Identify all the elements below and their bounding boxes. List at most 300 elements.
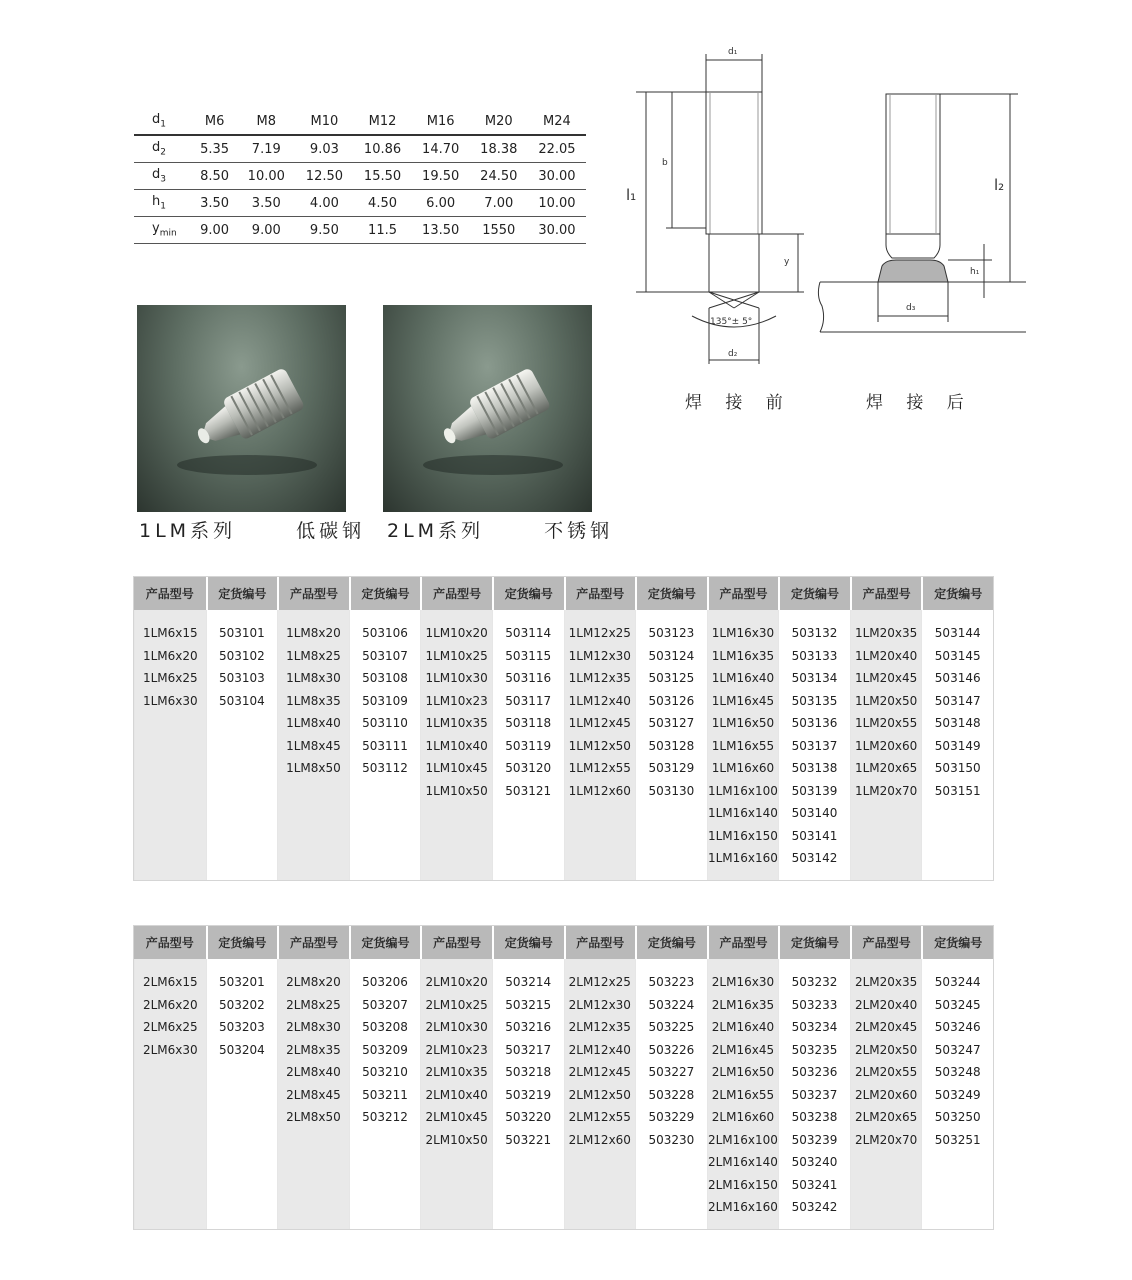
model-cell: 1LM20x45 [854, 671, 918, 685]
model-column [707, 610, 779, 880]
code-column [492, 959, 564, 1229]
spec-cell: M6 [192, 108, 237, 135]
spec-cell: 8.50 [192, 163, 237, 190]
header-model: 产品型号 [277, 926, 349, 959]
caption-1lm-material: 低碳钢 [296, 520, 366, 542]
header-model: 产品型号 [420, 577, 492, 610]
code-cell: 503151 [934, 783, 981, 798]
model-cell: 2LM8x30 [286, 1020, 341, 1034]
model-cell: 2LM10x20 [425, 975, 488, 989]
caption-2lm-material: 不锈钢 [544, 520, 614, 542]
model-cell: 1LM10x40 [425, 738, 488, 753]
header-model: 产品型号 [145, 587, 194, 601]
model-cell: 1LM20x70 [854, 783, 918, 798]
code-cell: 503112 [362, 761, 408, 775]
code-cell: 503132 [791, 626, 838, 640]
code-cell: 503123 [648, 626, 695, 640]
model-cell: 1LM12x45 [568, 716, 631, 730]
caption-1lm-series: 1LM系列 [139, 520, 237, 542]
spec-cell: M20 [470, 108, 528, 135]
header-order-code: 定货编号 [206, 577, 278, 610]
code-cell: 503130 [648, 783, 695, 798]
model-cell: 1LM6x30 [142, 693, 198, 708]
model-cell: 1LM10x25 [425, 648, 488, 663]
code-cell: 503103 [218, 671, 265, 685]
spec-row-label: $d_1$ [134, 108, 192, 135]
model-cell: 1LM20x40 [854, 648, 918, 663]
header-order-code: 定货编号 [492, 577, 564, 610]
code-cell: 503145 [934, 648, 981, 663]
spec-row-label: $y_{min}$ [134, 217, 192, 244]
model-cell: 2LM8x45 [286, 1087, 341, 1102]
model-cell: 2LM20x70 [854, 1132, 918, 1147]
code-cell: 503117 [505, 693, 552, 708]
code-column [349, 610, 421, 880]
spec-cell: 22.05 [528, 135, 586, 163]
code-cell: 503207 [362, 997, 408, 1012]
model-column [420, 959, 492, 1229]
code-column [921, 610, 993, 880]
model-cell: 1LM20x50 [854, 693, 918, 708]
model-cell: 2LM20x45 [854, 1020, 918, 1034]
code-cell: 503226 [648, 1042, 695, 1057]
model-column [134, 959, 206, 1229]
model-cell: 2LM8x25 [286, 997, 341, 1012]
spec-cell: 3.50 [237, 190, 295, 217]
model-cell: 1LM16x40 [711, 671, 775, 685]
model-column [564, 959, 636, 1229]
code-cell: 503215 [505, 997, 552, 1012]
model-cell: 1LM8x20 [286, 626, 341, 640]
code-cell: 503220 [505, 1110, 552, 1124]
spec-cell: M24 [528, 108, 586, 135]
code-cell: 503108 [362, 671, 408, 685]
model-cell: 1LM16x30 [711, 626, 775, 640]
model-cell: 1LM20x60 [854, 738, 918, 753]
spec-row-label: $d_2$ [134, 135, 192, 163]
code-cell: 503140 [791, 806, 838, 820]
code-cell: 503102 [218, 648, 265, 663]
code-cell: 503217 [505, 1042, 552, 1057]
product-table-2lm [133, 925, 994, 1230]
code-cell: 503139 [791, 783, 838, 798]
model-cell: 2LM20x60 [854, 1087, 918, 1102]
spec-cell: 30.00 [528, 163, 586, 190]
code-cell: 503148 [934, 716, 981, 730]
model-cell: 2LM12x30 [568, 997, 631, 1012]
model-cell: 1LM8x40 [286, 716, 341, 730]
label-before-weld: 焊 接 前 [685, 393, 792, 413]
header-order-code: 定货编号 [921, 577, 993, 610]
code-cell: 503114 [505, 626, 552, 640]
code-cell: 503218 [505, 1065, 552, 1079]
spec-row [134, 190, 586, 217]
caption-1lm [139, 516, 365, 543]
code-cell: 503104 [218, 693, 265, 708]
model-cell: 1LM6x15 [142, 626, 198, 640]
dim-d3: d₃ [906, 303, 916, 313]
code-cell: 503124 [648, 648, 695, 663]
model-cell: 1LM20x55 [854, 716, 918, 730]
code-cell: 503119 [505, 738, 552, 753]
model-cell: 2LM12x50 [568, 1087, 631, 1102]
model-cell: 2LM16x30 [711, 975, 775, 989]
code-cell: 503236 [791, 1065, 838, 1079]
model-cell: 2LM16x55 [711, 1087, 775, 1102]
code-cell: 503109 [362, 693, 408, 708]
code-cell: 503107 [362, 648, 408, 663]
dim-l1: l₁ [626, 186, 637, 204]
code-cell: 503101 [218, 626, 265, 640]
dim-y: y [784, 257, 790, 267]
spec-cell: 6.00 [412, 190, 470, 217]
model-cell: 2LM12x40 [568, 1042, 631, 1057]
model-cell: 2LM10x45 [425, 1110, 488, 1124]
header-model: 产品型号 [420, 926, 492, 959]
model-cell: 1LM12x40 [568, 693, 631, 708]
model-column [420, 610, 492, 880]
model-cell: 1LM12x30 [568, 648, 631, 663]
code-column [206, 610, 278, 880]
model-cell: 1LM8x50 [286, 761, 341, 775]
code-cell: 503144 [934, 626, 981, 640]
model-cell: 2LM10x25 [425, 997, 488, 1012]
code-cell: 503202 [218, 997, 265, 1012]
model-cell: 2LM16x160 [707, 1200, 778, 1214]
spec-cell: 5.35 [192, 135, 237, 163]
model-cell: 1LM16x50 [711, 716, 775, 730]
table-header [134, 577, 993, 610]
drawing-after [818, 94, 1026, 332]
spec-cell: 4.50 [353, 190, 411, 217]
spec-cell: 10.00 [237, 163, 295, 190]
model-cell: 1LM8x35 [286, 693, 341, 708]
code-cell: 503238 [791, 1110, 838, 1124]
code-cell: 503225 [648, 1020, 695, 1034]
code-column [778, 959, 850, 1229]
model-column [277, 610, 349, 880]
code-cell: 503237 [791, 1087, 838, 1102]
spec-cell: 18.38 [470, 135, 528, 163]
model-cell: 2LM6x25 [142, 1020, 198, 1034]
header-order-code: 定货编号 [635, 577, 707, 610]
model-column [277, 959, 349, 1229]
code-cell: 503239 [791, 1132, 838, 1147]
code-cell: 503111 [362, 738, 408, 753]
spec-table [134, 108, 586, 244]
model-column [564, 610, 636, 880]
header-order-code: 定货编号 [778, 926, 850, 959]
model-cell: 1LM12x60 [568, 783, 631, 798]
spec-cell: 9.00 [192, 217, 237, 244]
code-column [349, 959, 421, 1229]
code-cell: 503128 [648, 738, 695, 753]
code-cell: 503149 [934, 738, 981, 753]
spec-row [134, 135, 586, 163]
code-cell: 503115 [505, 648, 552, 663]
code-cell: 503214 [505, 975, 552, 989]
code-cell: 503219 [505, 1087, 552, 1102]
code-cell: 503129 [648, 761, 695, 775]
spec-cell: 19.50 [412, 163, 470, 190]
code-cell: 503127 [648, 716, 695, 730]
code-cell: 503244 [934, 975, 981, 989]
spec-cell: 4.00 [295, 190, 353, 217]
spec-row-label: $d_3$ [134, 163, 192, 190]
spec-cell: 1550 [470, 217, 528, 244]
code-cell: 503118 [505, 716, 552, 730]
code-cell: 503208 [362, 1020, 408, 1034]
code-cell: 503235 [791, 1042, 838, 1057]
header-order-code: 定货编号 [492, 926, 564, 959]
code-cell: 503242 [791, 1200, 838, 1214]
code-cell: 503246 [934, 1020, 981, 1034]
model-cell: 1LM12x55 [568, 761, 631, 775]
model-column [850, 959, 922, 1229]
code-cell: 503240 [791, 1155, 838, 1169]
code-column [635, 610, 707, 880]
model-cell: 2LM20x55 [854, 1065, 918, 1079]
model-cell: 1LM16x35 [711, 648, 775, 663]
code-cell: 503212 [362, 1110, 408, 1124]
code-cell: 503211 [362, 1087, 408, 1102]
code-cell: 503250 [934, 1110, 981, 1124]
code-cell: 503228 [648, 1087, 695, 1102]
model-cell: 2LM10x50 [425, 1132, 488, 1147]
code-cell: 503121 [505, 783, 552, 798]
model-cell: 2LM12x55 [568, 1110, 631, 1124]
code-cell: 503141 [791, 828, 838, 843]
header-order-code: 定货编号 [206, 926, 278, 959]
spec-cell: M16 [412, 108, 470, 135]
spec-cell: 13.50 [412, 217, 470, 244]
spec-cell: 7.19 [237, 135, 295, 163]
stud-drawing [614, 40, 1034, 370]
code-cell: 503210 [362, 1065, 408, 1079]
model-cell: 1LM8x30 [286, 671, 341, 685]
code-cell: 503147 [934, 693, 981, 708]
drawing-before [626, 47, 804, 364]
spec-cell: 10.86 [353, 135, 411, 163]
spec-cell: 12.50 [295, 163, 353, 190]
header-model: 产品型号 [145, 936, 194, 950]
model-cell: 1LM10x30 [425, 671, 488, 685]
model-cell: 1LM16x60 [711, 761, 775, 775]
model-cell: 1LM12x50 [568, 738, 631, 753]
model-cell: 2LM6x15 [142, 975, 198, 989]
header-order-code: 定货编号 [921, 926, 993, 959]
code-cell: 503136 [791, 716, 838, 730]
model-cell: 2LM16x35 [711, 997, 775, 1012]
model-cell: 2LM20x35 [854, 975, 918, 989]
model-cell: 2LM16x50 [711, 1065, 775, 1079]
code-cell: 503224 [648, 997, 695, 1012]
code-cell: 503134 [791, 671, 838, 685]
model-cell: 2LM16x40 [711, 1020, 775, 1034]
code-column [778, 610, 850, 880]
code-cell: 503125 [648, 671, 695, 685]
code-column [635, 959, 707, 1229]
code-cell: 503116 [505, 671, 552, 685]
spec-cell: 9.00 [237, 217, 295, 244]
header-order-code: 定货编号 [349, 926, 421, 959]
code-cell: 503216 [505, 1020, 552, 1034]
spec-cell: M8 [237, 108, 295, 135]
code-cell: 503230 [648, 1132, 695, 1147]
dim-h1: h₁ [970, 267, 980, 277]
code-cell: 503209 [362, 1042, 408, 1057]
spec-cell: 24.50 [470, 163, 528, 190]
model-cell: 1LM20x35 [854, 626, 918, 640]
model-cell: 2LM8x20 [286, 975, 341, 989]
model-cell: 1LM16x140 [707, 806, 778, 820]
code-cell: 503135 [791, 693, 838, 708]
model-cell: 1LM10x20 [425, 626, 488, 640]
code-cell: 503133 [791, 648, 838, 663]
model-cell: 1LM6x25 [142, 671, 198, 685]
model-cell: 2LM8x50 [286, 1110, 341, 1124]
model-cell: 1LM10x45 [425, 761, 488, 775]
code-cell: 503232 [791, 975, 838, 989]
code-column [492, 610, 564, 880]
table-header [134, 926, 993, 959]
spec-cell: 30.00 [528, 217, 586, 244]
code-cell: 503146 [934, 671, 981, 685]
header-model: 产品型号 [850, 577, 922, 610]
code-cell: 503110 [362, 716, 408, 730]
model-cell: 1LM16x160 [707, 851, 778, 865]
model-cell: 1LM8x25 [286, 648, 341, 663]
table-body [134, 610, 993, 880]
spec-cell: 14.70 [412, 135, 470, 163]
code-cell: 503120 [505, 761, 552, 775]
header-order-code: 定货编号 [778, 577, 850, 610]
code-cell: 503206 [362, 975, 408, 989]
model-cell: 1LM10x50 [425, 783, 488, 798]
spec-cell: M12 [353, 108, 411, 135]
spec-cell: 9.03 [295, 135, 353, 163]
model-cell: 2LM16x100 [707, 1132, 778, 1147]
code-cell: 503249 [934, 1087, 981, 1102]
code-cell: 503234 [791, 1020, 838, 1034]
dim-b: b [662, 158, 668, 168]
code-column [921, 959, 993, 1229]
spec-cell: 3.50 [192, 190, 237, 217]
spec-cell: 9.50 [295, 217, 353, 244]
table-body [134, 959, 993, 1229]
model-cell: 2LM6x30 [142, 1042, 198, 1057]
spec-cell: 15.50 [353, 163, 411, 190]
model-cell: 2LM20x65 [854, 1110, 918, 1124]
header-model: 产品型号 [277, 577, 349, 610]
model-cell: 2LM10x35 [425, 1065, 488, 1079]
model-cell: 2LM10x23 [425, 1042, 488, 1057]
model-cell: 1LM6x20 [142, 648, 198, 663]
model-cell: 2LM12x60 [568, 1132, 631, 1147]
model-cell: 1LM10x35 [425, 716, 488, 730]
code-cell: 503201 [218, 975, 265, 989]
code-cell: 503138 [791, 761, 838, 775]
model-cell: 2LM20x40 [854, 997, 918, 1012]
model-cell: 2LM8x35 [286, 1042, 341, 1057]
model-cell: 2LM10x40 [425, 1087, 488, 1102]
code-cell: 503106 [362, 626, 408, 640]
header-model: 产品型号 [707, 926, 779, 959]
code-cell: 503137 [791, 738, 838, 753]
model-cell: 1LM16x100 [707, 783, 778, 798]
spec-row [134, 163, 586, 190]
code-cell: 503126 [648, 693, 695, 708]
model-cell: 2LM12x25 [568, 975, 631, 989]
model-cell: 2LM16x45 [711, 1042, 775, 1057]
code-cell: 503241 [791, 1177, 838, 1192]
code-cell: 503203 [218, 1020, 265, 1034]
spec-cell: M10 [295, 108, 353, 135]
model-cell: 2LM20x50 [854, 1042, 918, 1057]
model-cell: 1LM20x65 [854, 761, 918, 775]
code-cell: 503142 [791, 851, 838, 865]
model-cell: 1LM10x23 [425, 693, 488, 708]
code-cell: 503204 [218, 1042, 265, 1057]
dim-l2: l₂ [994, 176, 1005, 194]
product-table-1lm [133, 576, 994, 881]
header-model: 产品型号 [850, 926, 922, 959]
model-cell: 2LM12x45 [568, 1065, 631, 1079]
model-cell: 1LM16x55 [711, 738, 775, 753]
caption-2lm-series: 2LM系列 [387, 520, 485, 542]
model-cell: 1LM12x25 [568, 626, 631, 640]
code-cell: 503227 [648, 1065, 695, 1079]
code-cell: 503245 [934, 997, 981, 1012]
header-model: 产品型号 [564, 926, 636, 959]
stud-photo-1lm [137, 305, 346, 512]
model-column [134, 610, 206, 880]
header-order-code: 定货编号 [635, 926, 707, 959]
code-cell: 503248 [934, 1065, 981, 1079]
spec-row-label: $h_1$ [134, 190, 192, 217]
model-column [850, 610, 922, 880]
code-cell: 503221 [505, 1132, 552, 1147]
header-order-code: 定货编号 [349, 577, 421, 610]
model-cell: 1LM16x45 [711, 693, 775, 708]
label-after-weld: 焊 接 后 [866, 393, 973, 413]
header-model: 产品型号 [564, 577, 636, 610]
code-cell: 503233 [791, 997, 838, 1012]
header-model: 产品型号 [707, 577, 779, 610]
spec-row [134, 108, 586, 135]
model-cell: 2LM8x40 [286, 1065, 341, 1079]
model-column [707, 959, 779, 1229]
model-cell: 2LM6x20 [142, 997, 198, 1012]
dim-d2: d₂ [728, 349, 738, 359]
code-cell: 503223 [648, 975, 695, 989]
model-cell: 2LM16x60 [711, 1110, 775, 1124]
code-cell: 503247 [934, 1042, 981, 1057]
spec-cell: 10.00 [528, 190, 586, 217]
code-cell: 503150 [934, 761, 981, 775]
stud-photo-2lm [383, 305, 592, 512]
model-cell: 2LM16x140 [707, 1155, 778, 1169]
model-cell: 1LM16x150 [707, 828, 778, 843]
spec-row [134, 217, 586, 244]
model-cell: 2LM10x30 [425, 1020, 488, 1034]
caption-2lm [387, 516, 613, 543]
model-cell: 2LM16x150 [707, 1177, 778, 1192]
spec-cell: 11.5 [353, 217, 411, 244]
dim-angle: 135°± 5° [710, 317, 753, 327]
model-cell: 1LM12x35 [568, 671, 631, 685]
model-cell: 1LM8x45 [286, 738, 341, 753]
